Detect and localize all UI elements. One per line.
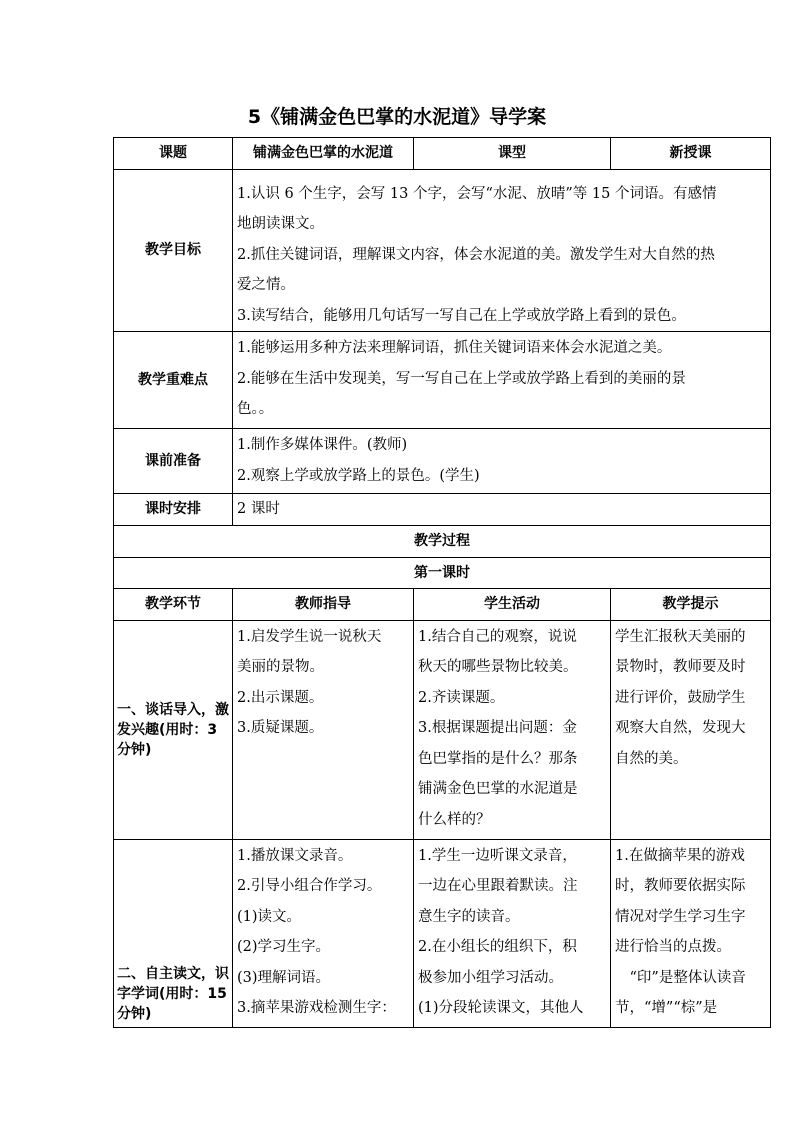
process-title-row [114,526,771,558]
tips-line: 时，教师要依据实际 [615,878,746,894]
column-header: 教学提示 [611,589,771,621]
student-line: 2.在小组长的组织下，积 [418,939,577,955]
student-line: 铺满金色巴掌的水泥道是 [418,781,578,797]
objectives-label: 教学目标 [114,169,233,332]
student-line: 色巴掌指的是什么？那条 [418,750,578,767]
objectives-row [114,169,771,332]
teacher-guidance-cell [233,839,414,1027]
teacher-guidance-cell [233,620,414,839]
tips-line: “印”是整体认读音 [629,969,746,986]
objectives-line: 3.读写结合，能够用几句话写一写自己在上学或放学路上看到的景色。 [237,307,686,324]
student-line: 极参加小组学习活动。 [418,969,563,986]
preparation-line: 1.制作多媒体课件。(教师) [237,437,408,453]
student-line: 秋天的哪些景物比较美。 [418,659,578,675]
teaching-tips-cell [611,839,771,1027]
stage-label: 一、谈话导入，激发兴趣(用时：3 分钟) [114,620,233,839]
tips-line: 自然的美。 [615,750,688,767]
teacher-line: 1.播放课文录音。 [237,847,353,864]
schedule-label: 课时安排 [114,494,233,526]
student-activity-cell [414,839,611,1027]
schedule-row [114,494,771,526]
type-value: 新授课 [611,138,771,170]
preparation-content [233,429,771,494]
teacher-line: 美丽的景物。 [237,659,324,675]
key-points-label: 教学重难点 [114,332,233,429]
student-line: 1.学生一边听课文录音， [418,847,577,864]
key-points-line: 1.能够运用多种方法来理解词语，抓住关键词语来体会水泥道之美。 [237,340,672,356]
key-points-line: 2.能够在生活中发现美，写一写自己在上学或放学路上看到的美丽的景 [237,370,686,387]
student-line: 一边在心里跟着默读。注 [418,878,578,894]
teacher-line: (1)读文。 [237,908,302,925]
teacher-line: (2)学习生字。 [237,939,331,955]
key-points-content [233,332,771,429]
stage-label: 二、自主读文，识字学词(用时：15 分钟) [114,839,233,1027]
teacher-line: (3)理解词语。 [237,969,331,986]
column-header: 教师指导 [233,589,414,621]
tips-line: 学生汇报秋天美丽的 [615,628,746,645]
tips-line: 情况对学生学习生字 [615,908,746,925]
stage-row [114,839,771,1027]
student-line: 3.根据课题提出问题：金 [418,720,577,736]
teacher-line: 3.质疑课题。 [237,720,324,736]
column-header-row [114,589,771,621]
objectives-content [233,169,771,332]
type-label: 课型 [414,138,611,170]
student-line: 意生字的读音。 [418,908,520,925]
student-line: (1)分段轮读课文，其他人 [418,1000,584,1016]
tips-line: 1.在做摘苹果的游戏 [615,847,745,864]
student-line: 1.结合自己的观察，说说 [418,628,577,645]
preparation-label: 课前准备 [114,429,233,494]
objectives-line: 地朗读课文。 [237,216,324,232]
lesson-plan-table [113,137,771,1028]
teaching-tips-cell [611,620,771,839]
info-row [114,138,771,170]
document-title: 5《铺满金色巴掌的水泥道》导学案 [247,106,547,128]
period-title-row [114,557,771,589]
teacher-line: 1.启发学生说一说秋天 [237,628,382,645]
tips-line: 景物时，教师要及时 [615,659,746,675]
preparation-row [114,429,771,494]
stage-row [114,620,771,839]
lesson-value: 铺满金色巴掌的水泥道 [233,138,414,170]
lesson-label: 课题 [114,138,233,170]
key-points-line: 色。。 [237,401,274,417]
tips-line: 进行评价，鼓励学生 [615,689,746,706]
preparation-line: 2.观察上学或放学路上的景色。(学生) [237,467,480,484]
key-points-row [114,332,771,429]
process-title: 教学过程 [114,526,771,558]
tips-line: 观察大自然，发现大 [615,720,746,736]
tips-line: 节，“增”“棕”是 [615,1000,718,1016]
student-line: 什么样的？ [418,811,491,828]
schedule-value: 2 课时 [233,494,771,526]
period-title: 第一课时 [114,557,771,589]
tips-line: 进行恰当的点拨。 [615,939,731,955]
column-header: 学生活动 [414,589,611,621]
objectives-line: 1.认识 6 个生字，会写 13 个字，会写“水泥、放晴”等 15 个词语。有感情 [237,185,717,202]
column-header: 教学环节 [114,589,233,621]
objectives-line: 2.抓住关键词语，理解课文内容，体会水泥道的美。激发学生对大自然的热 [237,246,715,263]
teacher-line: 2.引导小组合作学习。 [237,878,382,894]
teacher-line: 3.摘苹果游戏检测生字： [237,1000,396,1016]
student-line: 2.齐读课题。 [418,689,505,706]
objectives-line: 爱之情。 [237,277,295,293]
student-activity-cell [414,620,611,839]
teacher-line: 2.出示课题。 [237,689,324,706]
